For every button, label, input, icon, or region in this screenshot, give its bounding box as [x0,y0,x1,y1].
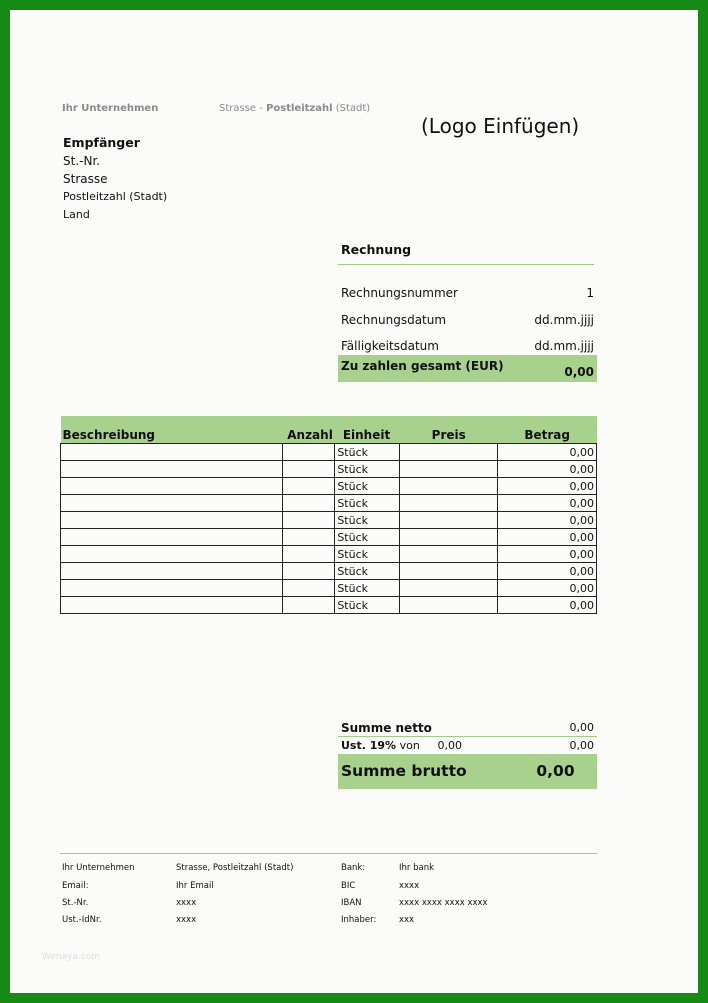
amount-due-band [338,355,597,382]
table-row [61,461,597,478]
cell-price[interactable] [400,597,498,614]
cell-amount[interactable]: 0,00 [498,512,597,529]
footer-email-label: Email: [62,881,89,891]
cell-unit[interactable]: Stück [335,597,400,614]
sender-company: Ihr Unternehmen [62,103,159,114]
footer-owner-label: Inhaber: [341,915,377,925]
cell-amount[interactable]: 0,00 [498,478,597,495]
invoice-number-label: Rechnungsnummer [341,286,458,300]
cell-description[interactable] [61,563,283,580]
cell-amount[interactable]: 0,00 [498,580,597,597]
cell-unit[interactable]: Stück [335,478,400,495]
cell-amount[interactable]: 0,00 [498,597,597,614]
recipient-line: Postleitzahl (Stadt) [63,190,168,203]
table-row [61,495,597,512]
gross-total-label: Summe brutto [341,762,467,780]
invoice-title: Rechnung [341,242,412,257]
cell-price[interactable] [400,512,498,529]
vat-base-value: 0,00 [437,739,462,752]
table-header-row [61,416,597,444]
cell-description[interactable] [61,444,283,461]
cell-quantity[interactable] [283,495,335,512]
sender-postcode: Postleitzahl [266,103,333,114]
sender-address [219,103,370,114]
cell-quantity[interactable] [283,444,335,461]
table-row [61,597,597,614]
invoice-page [10,10,698,993]
table-row [61,529,597,546]
cell-price[interactable] [400,529,498,546]
cell-amount[interactable]: 0,00 [498,563,597,580]
cell-price[interactable] [400,478,498,495]
cell-price[interactable] [400,461,498,478]
cell-unit[interactable]: Stück [335,444,400,461]
sender-street: Strasse - [219,103,263,114]
recipient-line: Land [63,208,90,221]
footer-email-value: Ihr Email [176,881,214,891]
header-quantity: Anzahl [283,416,335,444]
cell-price[interactable] [400,563,498,580]
footer-bic-label: BIC [341,881,356,891]
net-total-divider [338,736,597,737]
amount-due-value: 0,00 [564,365,594,379]
footer-divider [60,853,597,854]
due-date-label: Fälligkeitsdatum [341,339,439,353]
cell-quantity[interactable] [283,546,335,563]
cell-amount[interactable]: 0,00 [498,461,597,478]
footer-vatid-value: xxxx [176,915,197,925]
sender-city: (Stadt) [335,103,371,114]
invoice-number-value: 1 [586,286,594,300]
footer-bank-value: Ihr bank [399,863,435,873]
footer-address: Strasse, Postleitzahl (Stadt) [176,863,294,873]
cell-description[interactable] [61,529,283,546]
cell-amount[interactable]: 0,00 [498,444,597,461]
cell-description[interactable] [61,580,283,597]
cell-quantity[interactable] [283,478,335,495]
cell-unit[interactable]: Stück [335,461,400,478]
table-row [61,546,597,563]
cell-description[interactable] [61,495,283,512]
header-amount: Betrag [498,416,597,444]
cell-amount[interactable]: 0,00 [498,529,597,546]
net-total-label: Summe netto [341,721,432,735]
footer-bic-value: xxxx [399,881,420,891]
vat-row [341,739,420,752]
cell-description[interactable] [61,546,283,563]
recipient-line: St.-Nr. [63,154,101,168]
cell-unit[interactable]: Stück [335,529,400,546]
logo-placeholder: (Logo Einfügen) [421,114,580,138]
table-row [61,580,597,597]
net-total-value: 0,00 [569,721,594,734]
gross-total-value: 0,00 [536,762,575,780]
cell-quantity[interactable] [283,580,335,597]
cell-quantity[interactable] [283,529,335,546]
line-items-table [60,416,597,614]
footer-taxno-label: St.-Nr. [62,898,89,908]
cell-unit[interactable]: Stück [335,512,400,529]
footer-vatid-label: Ust.-IdNr. [62,915,102,925]
footer-company: Ihr Unternehmen [62,863,135,873]
cell-quantity[interactable] [283,597,335,614]
invoice-date-value: dd.mm.jjjj [534,313,594,327]
header-description: Beschreibung [61,416,283,444]
vat-label: Ust. 19% [341,739,397,752]
recipient-heading: Empfänger [63,135,140,150]
footer-iban-label: IBAN [341,898,362,908]
cell-unit[interactable]: Stück [335,495,400,512]
footer-bank-label: Bank: [341,863,366,873]
recipient-line: Strasse [63,172,108,186]
cell-description[interactable] [61,461,283,478]
cell-description[interactable] [61,597,283,614]
vat-from: von [399,739,420,752]
cell-price[interactable] [400,580,498,597]
cell-unit[interactable]: Stück [335,546,400,563]
header-price: Preis [400,416,498,444]
due-date-value: dd.mm.jjjj [534,339,594,353]
table-row [61,512,597,529]
amount-due-label: Zu zahlen gesamt (EUR) [341,359,504,373]
table-row [61,563,597,580]
table-row [61,478,597,495]
invoice-title-divider [338,264,594,265]
footer-owner-value: xxx [399,915,415,925]
cell-price[interactable] [400,444,498,461]
invoice-date-label: Rechnungsdatum [341,313,447,327]
cell-price[interactable] [400,546,498,563]
footer-iban-value: xxxx xxxx xxxx xxxx [399,898,488,908]
gross-total-band [338,754,597,789]
cell-price[interactable] [400,495,498,512]
table-row [61,444,597,461]
cell-quantity[interactable] [283,563,335,580]
footer-taxno-value: xxxx [176,898,197,908]
cell-quantity[interactable] [283,512,335,529]
cell-description[interactable] [61,478,283,495]
cell-unit[interactable]: Stück [335,580,400,597]
cell-description[interactable] [61,512,283,529]
recipient-block [63,134,167,224]
watermark: Wenaya.com [42,952,101,962]
cell-amount[interactable]: 0,00 [498,546,597,563]
cell-quantity[interactable] [283,461,335,478]
cell-amount[interactable]: 0,00 [498,495,597,512]
vat-value: 0,00 [569,739,594,752]
header-unit: Einheit [335,416,400,444]
cell-unit[interactable]: Stück [335,563,400,580]
